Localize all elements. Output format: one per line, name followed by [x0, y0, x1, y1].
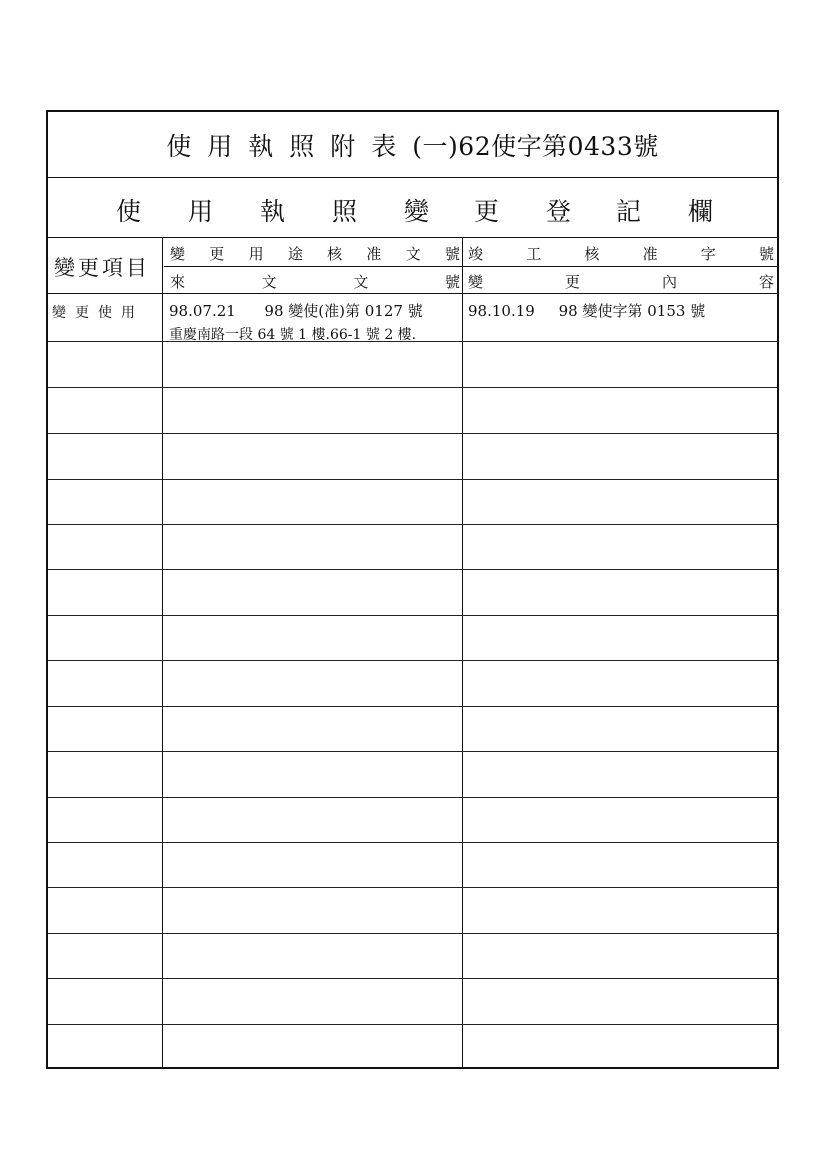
heading-char: 執 — [260, 197, 286, 226]
section-heading — [48, 178, 777, 238]
item-column-header: 變更項目 — [54, 256, 150, 280]
heading-char: 更 — [474, 197, 500, 226]
heading-char: 欄 — [688, 197, 714, 226]
title-row — [48, 112, 777, 178]
row-divider — [48, 387, 777, 388]
column-divider-1 — [162, 238, 163, 1067]
row1-address: 重慶南路一段 64 號 1 樓.66-1 號 2 樓. — [169, 327, 417, 343]
col1-header-bottom: 來 文 文 號 — [170, 273, 460, 291]
row-divider — [48, 524, 777, 525]
heading-char: 使 — [116, 197, 142, 226]
heading-char: 照 — [332, 197, 358, 226]
heading-char: 變 — [404, 197, 430, 226]
heading-char: 登 — [546, 197, 572, 226]
row-divider — [48, 433, 777, 434]
row1-item: 變更使用 — [52, 305, 144, 321]
header-divider — [164, 266, 777, 267]
heading-char: 記 — [616, 197, 642, 226]
row-divider — [48, 569, 777, 570]
form-frame — [46, 110, 779, 1069]
row-divider — [48, 751, 777, 752]
column-divider-2 — [462, 238, 463, 1067]
row-divider — [48, 479, 777, 480]
row-divider — [48, 842, 777, 843]
row-divider — [48, 615, 777, 616]
row-divider — [48, 933, 777, 934]
row-divider — [48, 887, 777, 888]
form-title — [166, 127, 658, 163]
row1-completion-number: 98.10.19 98 變使字第 0153 號 — [468, 302, 706, 320]
row1-approval-number: 98.07.21 98 變使(准)第 0127 號 — [169, 302, 423, 320]
heading-char: 用 — [188, 197, 214, 226]
row-divider — [48, 660, 777, 661]
title-paren: (一) — [412, 131, 459, 161]
row-divider — [48, 978, 777, 979]
col2-header-top: 竣 工 核 准 字 號 — [468, 245, 774, 263]
title-main: 使用執照附表 — [166, 131, 413, 161]
row-divider — [48, 797, 777, 798]
row-divider — [48, 706, 777, 707]
col1-header-top: 變 更 用 途 核 准 文 號 — [170, 245, 460, 263]
column-header-row — [48, 238, 777, 294]
row-divider — [48, 1024, 777, 1025]
title-number: 62使字第0433號 — [458, 131, 659, 161]
col2-header-bottom: 變 更 內 容 — [468, 273, 774, 291]
